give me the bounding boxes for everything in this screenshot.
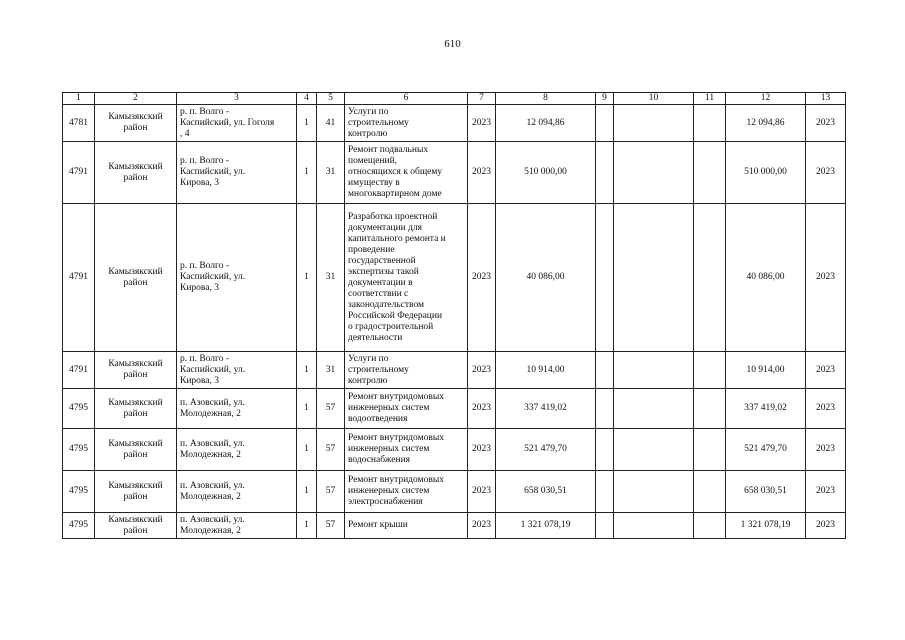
cell-c4: 1 xyxy=(297,429,317,471)
cell-id: 4795 xyxy=(63,429,95,471)
column-header: 3 xyxy=(177,93,297,105)
cell-c9 xyxy=(596,204,614,352)
column-header: 4 xyxy=(297,93,317,105)
cell-c10 xyxy=(614,513,694,539)
cell-c5: 31 xyxy=(317,204,345,352)
cell-year: 2023 xyxy=(468,389,496,429)
cell-district: Камызякский район xyxy=(95,471,177,513)
cell-id: 4791 xyxy=(63,142,95,204)
cell-c12: 10 914,00 xyxy=(726,352,806,389)
cell-c12: 521 479,70 xyxy=(726,429,806,471)
cell-id: 4795 xyxy=(63,471,95,513)
column-header: 13 xyxy=(806,93,846,105)
cell-c9 xyxy=(596,105,614,142)
cell-c5: 57 xyxy=(317,389,345,429)
column-header: 8 xyxy=(496,93,596,105)
cell-district: Камызякский район xyxy=(95,389,177,429)
cell-total: 12 094,86 xyxy=(496,105,596,142)
cell-year: 2023 xyxy=(468,352,496,389)
cell-c12: 510 000,00 xyxy=(726,142,806,204)
cell-address: п. Азовский, ул. Молодежная, 2 xyxy=(177,513,297,539)
column-header: 12 xyxy=(726,93,806,105)
cell-year: 2023 xyxy=(468,204,496,352)
cell-c10 xyxy=(614,204,694,352)
cell-c9 xyxy=(596,513,614,539)
cell-c12: 40 086,00 xyxy=(726,204,806,352)
cell-year: 2023 xyxy=(468,471,496,513)
cell-c10 xyxy=(614,142,694,204)
cell-c11 xyxy=(694,142,726,204)
cell-c9 xyxy=(596,352,614,389)
cell-c12: 658 030,51 xyxy=(726,471,806,513)
register-table xyxy=(62,92,846,539)
cell-c5: 57 xyxy=(317,471,345,513)
cell-address: р. п. Волго - Каспийский, ул. Гоголя , 4 xyxy=(177,105,297,142)
cell-c4: 1 xyxy=(297,204,317,352)
cell-id: 4795 xyxy=(63,389,95,429)
cell-work: Ремонт крыши xyxy=(345,513,468,539)
cell-c12: 337 419,02 xyxy=(726,389,806,429)
cell-address: р. п. Волго - Каспийский, ул. Кирова, 3 xyxy=(177,352,297,389)
cell-work: Ремонт внутридомовых инженерных систем водоснабжения xyxy=(345,429,468,471)
table-row xyxy=(63,142,846,204)
cell-c9 xyxy=(596,471,614,513)
cell-address: п. Азовский, ул. Молодежная, 2 xyxy=(177,389,297,429)
cell-id: 4791 xyxy=(63,204,95,352)
cell-work: Ремонт внутридомовых инженерных систем водоотведения xyxy=(345,389,468,429)
cell-c4: 1 xyxy=(297,352,317,389)
table-row xyxy=(63,352,846,389)
cell-year: 2023 xyxy=(468,513,496,539)
table-row xyxy=(63,105,846,142)
cell-id: 4791 xyxy=(63,352,95,389)
column-header: 7 xyxy=(468,93,496,105)
cell-address: р. п. Волго - Каспийский, ул. Кирова, 3 xyxy=(177,204,297,352)
cell-c13: 2023 xyxy=(806,389,846,429)
cell-c10 xyxy=(614,105,694,142)
table-row xyxy=(63,429,846,471)
table-row xyxy=(63,389,846,429)
column-header: 6 xyxy=(345,93,468,105)
column-header: 5 xyxy=(317,93,345,105)
cell-c9 xyxy=(596,389,614,429)
cell-year: 2023 xyxy=(468,142,496,204)
cell-c4: 1 xyxy=(297,105,317,142)
column-header: 2 xyxy=(95,93,177,105)
cell-work: Ремонт внутридомовых инженерных систем электроснабжения xyxy=(345,471,468,513)
page-number: 610 xyxy=(444,38,461,50)
cell-address: п. Азовский, ул. Молодежная, 2 xyxy=(177,429,297,471)
table-row xyxy=(63,513,846,539)
cell-c4: 1 xyxy=(297,471,317,513)
cell-c11 xyxy=(694,513,726,539)
cell-c10 xyxy=(614,389,694,429)
cell-district: Камызякский район xyxy=(95,513,177,539)
cell-c11 xyxy=(694,204,726,352)
cell-c10 xyxy=(614,471,694,513)
cell-c11 xyxy=(694,105,726,142)
cell-c5: 41 xyxy=(317,105,345,142)
column-header: 9 xyxy=(596,93,614,105)
table-body xyxy=(63,105,846,539)
cell-year: 2023 xyxy=(468,105,496,142)
cell-total: 658 030,51 xyxy=(496,471,596,513)
cell-total: 521 479,70 xyxy=(496,429,596,471)
cell-address: п. Азовский, ул. Молодежная, 2 xyxy=(177,471,297,513)
cell-year: 2023 xyxy=(468,429,496,471)
cell-c5: 57 xyxy=(317,429,345,471)
cell-c10 xyxy=(614,429,694,471)
column-header: 1 xyxy=(63,93,95,105)
cell-district: Камызякский район xyxy=(95,142,177,204)
cell-work: Услуги по строительному контролю xyxy=(345,105,468,142)
cell-id: 4781 xyxy=(63,105,95,142)
cell-total: 10 914,00 xyxy=(496,352,596,389)
cell-total: 1 321 078,19 xyxy=(496,513,596,539)
cell-c5: 57 xyxy=(317,513,345,539)
cell-c13: 2023 xyxy=(806,142,846,204)
cell-c13: 2023 xyxy=(806,352,846,389)
cell-district: Камызякский район xyxy=(95,204,177,352)
cell-c5: 31 xyxy=(317,142,345,204)
cell-district: Камызякский район xyxy=(95,105,177,142)
cell-c4: 1 xyxy=(297,513,317,539)
cell-work: Ремонт подвальных помещений, относящихся к общему имуществу в многоквартирном доме xyxy=(345,142,468,204)
table-row xyxy=(63,471,846,513)
cell-total: 40 086,00 xyxy=(496,204,596,352)
cell-total: 337 419,02 xyxy=(496,389,596,429)
cell-c10 xyxy=(614,352,694,389)
cell-c11 xyxy=(694,429,726,471)
cell-work: Услуги по строительному контролю xyxy=(345,352,468,389)
cell-c11 xyxy=(694,389,726,429)
cell-district: Камызякский район xyxy=(95,429,177,471)
cell-c11 xyxy=(694,471,726,513)
cell-district: Камызякский район xyxy=(95,352,177,389)
cell-c13: 2023 xyxy=(806,471,846,513)
column-header: 10 xyxy=(614,93,694,105)
cell-c4: 1 xyxy=(297,142,317,204)
cell-work: Разработка проектной документации для капитального ремонта и проведение государственной экспертизы такой документации в соответствии с законодательством Российской Федерации о градостроительной деятельности xyxy=(345,204,468,352)
cell-c9 xyxy=(596,429,614,471)
cell-c11 xyxy=(694,352,726,389)
cell-c5: 31 xyxy=(317,352,345,389)
header-row xyxy=(63,93,846,105)
cell-c13: 2023 xyxy=(806,513,846,539)
cell-c12: 12 094,86 xyxy=(726,105,806,142)
column-header: 11 xyxy=(694,93,726,105)
cell-address: р. п. Волго - Каспийский, ул. Кирова, 3 xyxy=(177,142,297,204)
cell-c13: 2023 xyxy=(806,429,846,471)
cell-c13: 2023 xyxy=(806,105,846,142)
cell-c13: 2023 xyxy=(806,204,846,352)
cell-c9 xyxy=(596,142,614,204)
cell-total: 510 000,00 xyxy=(496,142,596,204)
table-row xyxy=(63,204,846,352)
cell-c4: 1 xyxy=(297,389,317,429)
cell-c12: 1 321 078,19 xyxy=(726,513,806,539)
cell-id: 4795 xyxy=(63,513,95,539)
